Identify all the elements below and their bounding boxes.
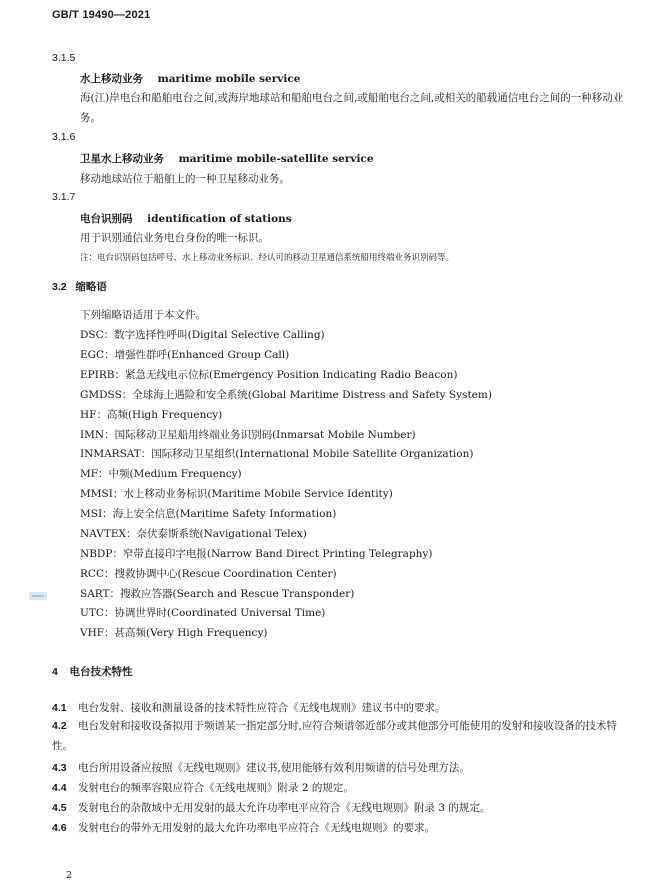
abbreviation-item: DSC：数字选择性呼叫(Digital Selective Calling) — [80, 329, 325, 341]
clause-number: 4.1 — [52, 702, 67, 714]
term-en: identification of stations — [147, 213, 292, 225]
section-number: 3.2 — [52, 281, 67, 293]
clause-number: 4.5 — [52, 802, 67, 814]
term-heading — [80, 71, 300, 86]
margin-mark-icon — [29, 590, 47, 602]
abbreviation-item: EGC：增强性群呼(Enhanced Group Call) — [80, 349, 290, 361]
term-definition: 海(江)岸电台和船舶电台之间,或海岸地球站和船舶电台之间,或船舶电台之间,或相关的船载通信电台之间的一种移动业务。 — [80, 92, 624, 124]
term-heading — [80, 211, 292, 226]
term-number: 3.1.5 — [52, 52, 76, 64]
term-definition: 移动地球站位于船舶上的一种卫星移动业务。 — [80, 173, 290, 185]
abbreviation-item: RCC：搜救协调中心(Rescue Coordination Center) — [80, 568, 337, 580]
section-title: 缩略语 — [75, 281, 107, 293]
page-number: 2 — [66, 870, 73, 881]
clause-text: 发射电台的频率容限应符合《无线电规则》附录 2 的规定。 — [78, 782, 354, 794]
abbreviation-item: MSI：海上安全信息(Maritime Safety Information) — [80, 508, 337, 520]
section-title: 电台技术特性 — [69, 666, 133, 678]
abbreviation-item: INMARSAT：国际移动卫星组织(International Mobile Satellite Organization) — [80, 448, 474, 460]
term-cn: 电台识别码 — [80, 213, 133, 225]
abbreviations-intro: 下列缩略语适用于本文件。 — [80, 309, 206, 321]
section-heading — [52, 664, 133, 679]
clause — [52, 760, 470, 775]
abbreviation-item: GMDSS：全球海上遇险和安全系统(Global Maritime Distress and Safety System) — [80, 389, 492, 401]
clause-text: 电台发射、接收和测量设备的技术特性应符合《无线电规则》建议书中的要求。 — [78, 702, 446, 714]
section-number: 4 — [52, 666, 58, 678]
term-number: 3.1.7 — [52, 191, 76, 203]
clause — [52, 820, 435, 835]
clause — [52, 780, 354, 795]
abbreviation-item: UTC：协调世界时(Coordinated Universal Time) — [80, 607, 326, 619]
term-en: maritime mobile service — [157, 73, 301, 85]
abbreviation-item: NBDP：窄带直接印字电报(Narrow Band Direct Printing Telegraphy) — [80, 548, 433, 560]
clause-text: 发射电台的带外无用发射的最大允许功率电平应符合《无线电规则》的要求。 — [78, 822, 435, 834]
abbreviation-item: IMN：国际移动卫星船用终端业务识别码(Inmarsat Mobile Number) — [80, 429, 416, 441]
abbreviation-item: VHF：甚高频(Very High Frequency) — [80, 627, 268, 639]
clause-text: 发射电台的杂散域中无用发射的最大允许功率电平应符合《无线电规则》附录 3 的规定。 — [78, 802, 491, 814]
term-note: 注：电台识别码包括呼号、水上移动业务标识、经认可的移动卫星通信系统船用终端业务识别码等。 — [80, 253, 455, 263]
clause-number: 4.6 — [52, 822, 67, 834]
term-en: maritime mobile-satellite service — [178, 153, 374, 165]
clause-text: 电台所用设备应按照《无线电规则》建议书,使用能够有效利用频谱的信号处理方法。 — [78, 762, 470, 774]
abbreviation-item: NAVTEX：奈伏泰斯系统(Navigational Telex) — [80, 528, 307, 540]
clause-number: 4.2 — [52, 720, 67, 732]
clause-text: 电台发射和接收设备拟用于频谱某一指定部分时,应符合频谱邻近部分或其他部分可能使用的发射和接收设备的技术特性。 — [52, 720, 617, 752]
clause-number: 4.4 — [52, 782, 67, 794]
section-heading — [52, 279, 107, 294]
abbreviation-item: MF：中频(Medium Frequency) — [80, 468, 242, 480]
abbreviation-item: SART：搜救应答器(Search and Rescue Transponder) — [80, 588, 355, 600]
clause — [52, 716, 632, 756]
term-definition: 用于识别通信业务电台身份的唯一标识。 — [80, 232, 269, 244]
clause-number: 4.3 — [52, 762, 67, 774]
clause — [52, 700, 446, 715]
term-cn: 卫星水上移动业务 — [80, 153, 164, 165]
abbreviation-item: HF：高频(High Frequency) — [80, 409, 223, 421]
abbreviation-item: MMSI：水上移动业务标识(Maritime Mobile Service Identity) — [80, 488, 393, 500]
term-number: 3.1.6 — [52, 131, 76, 143]
abbreviation-item: EPIRB：紧急无线电示位标(Emergency Position Indicating Radio Beacon) — [80, 369, 458, 381]
term-heading — [80, 151, 374, 166]
term-cn: 水上移动业务 — [80, 73, 143, 85]
clause — [52, 800, 490, 815]
standard-header: GB/T 19490—2021 — [52, 9, 151, 21]
